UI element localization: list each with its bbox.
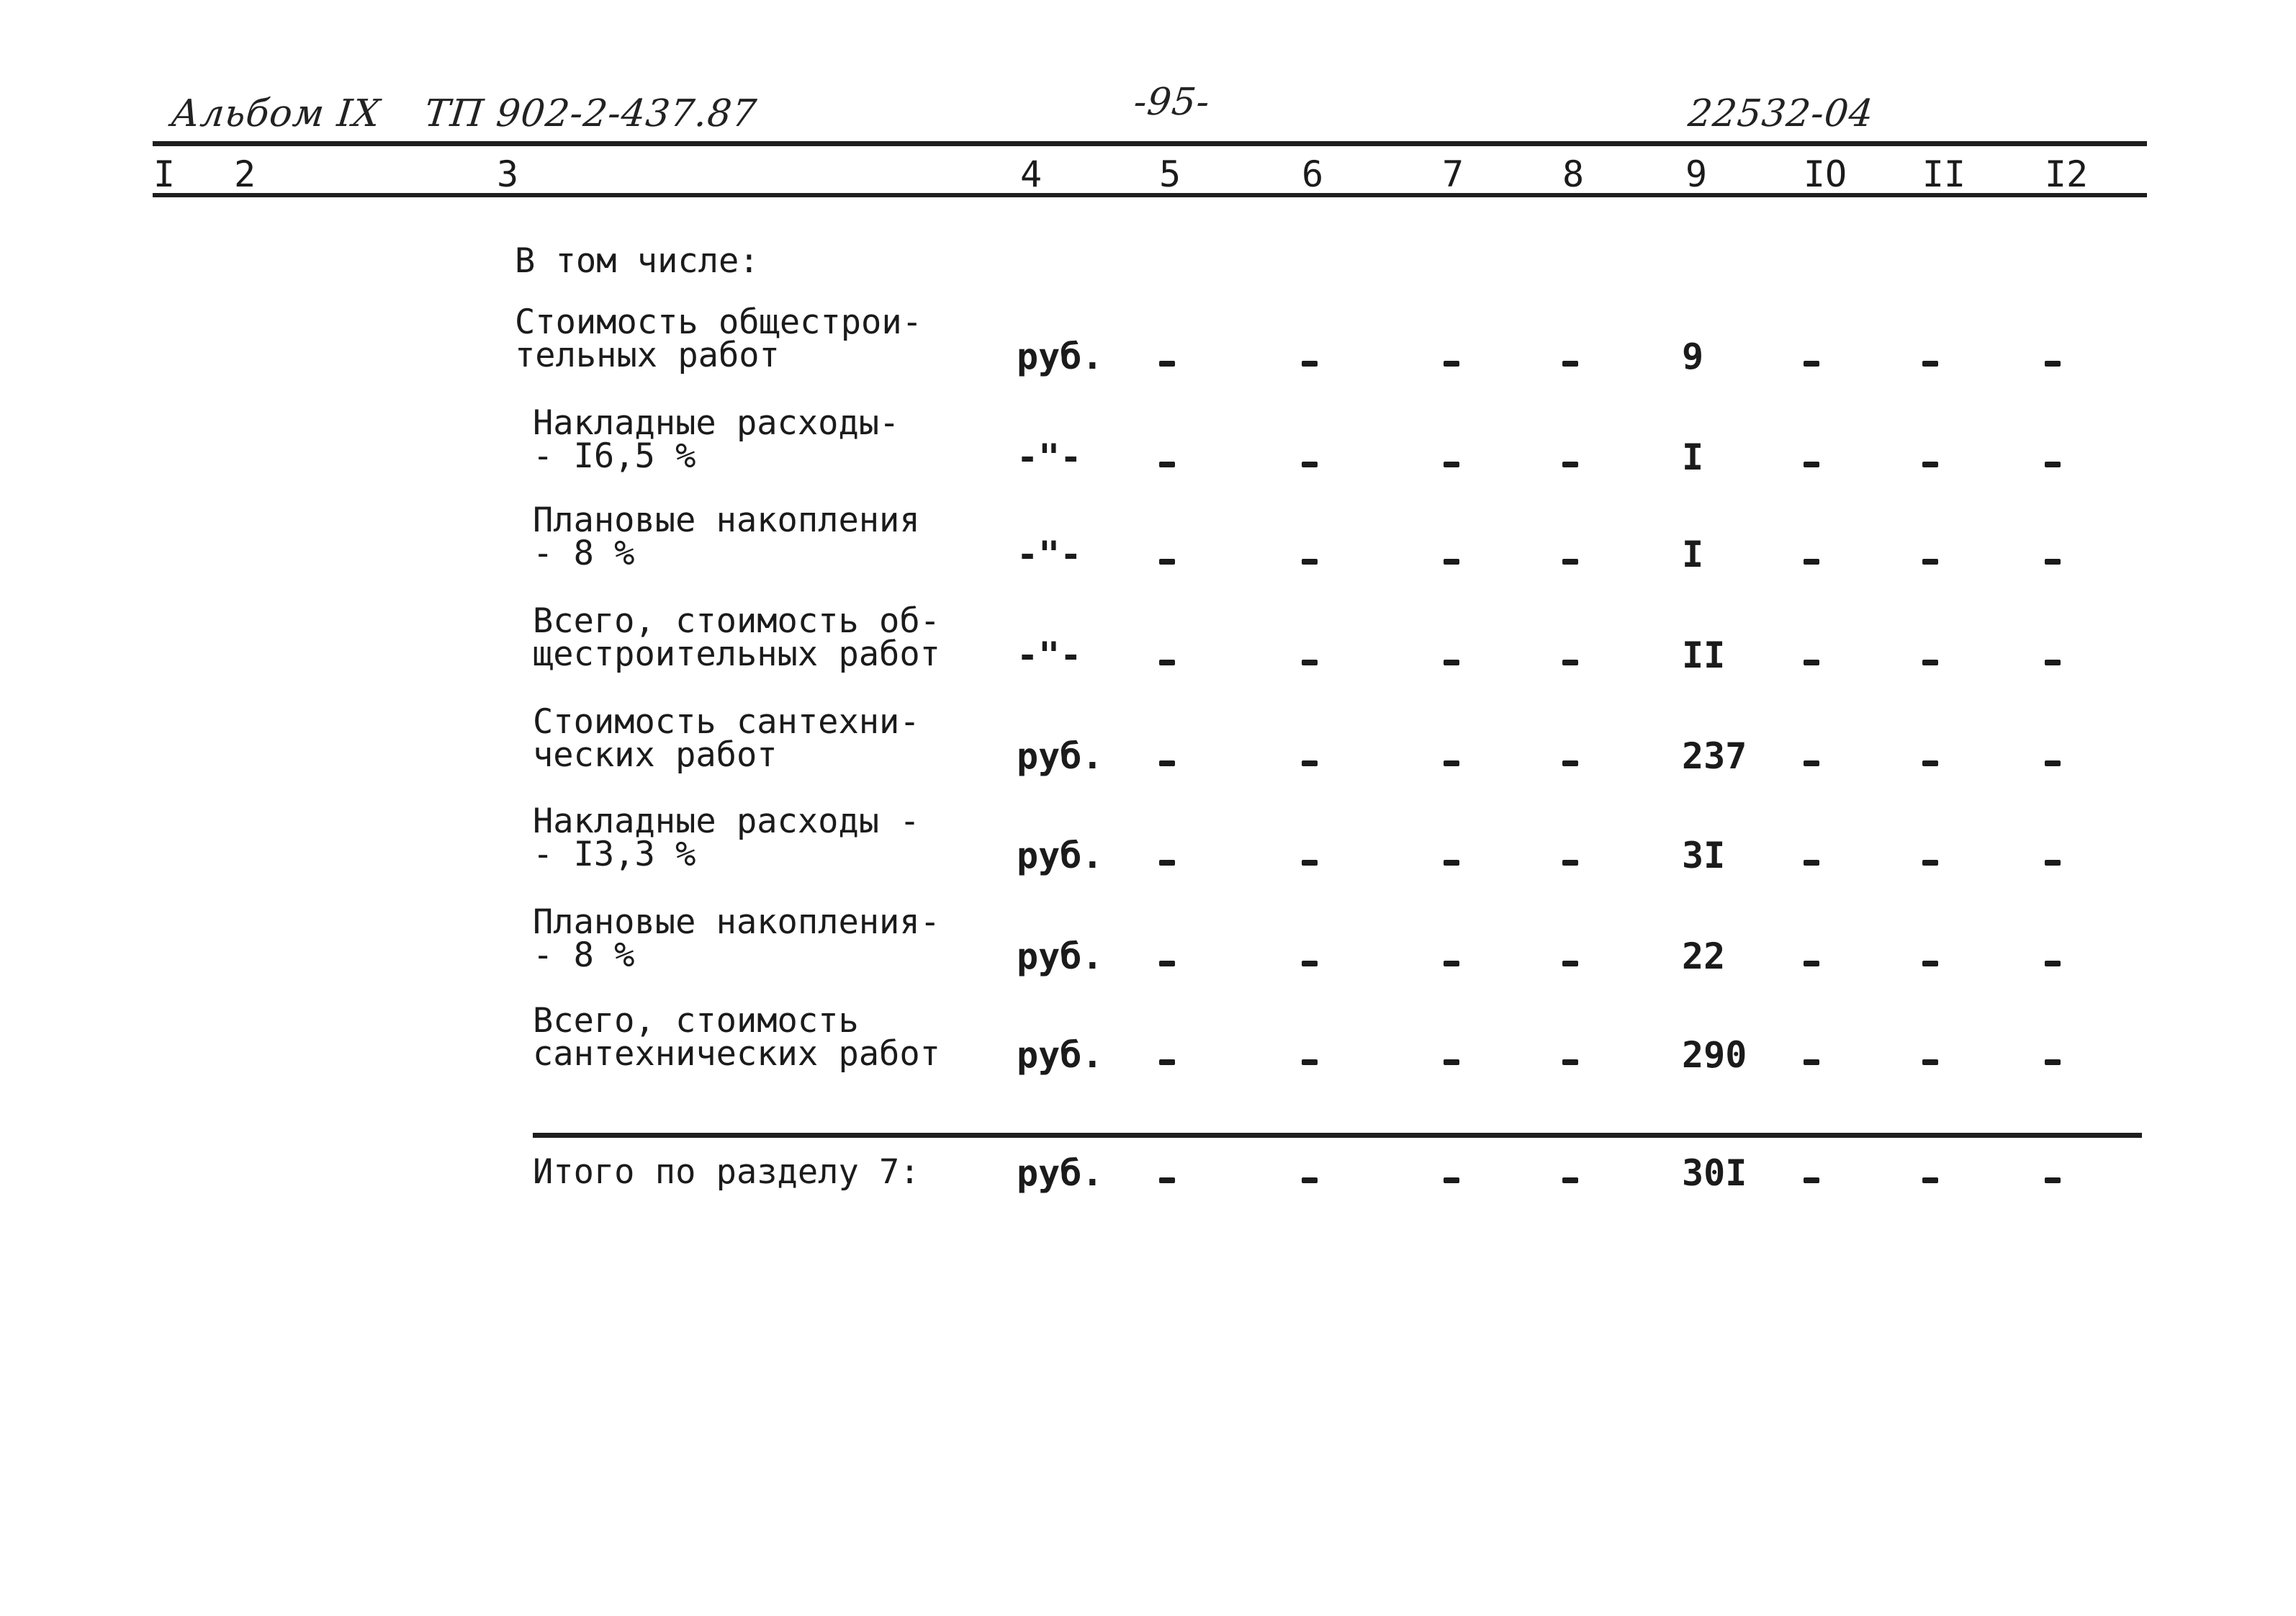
empty-cell-dash-c7: [1444, 1177, 1459, 1183]
empty-cell-dash-c8: [1562, 760, 1578, 766]
column-number-1: I: [153, 153, 176, 195]
column-number-11: II: [1922, 153, 1966, 195]
column-number-10: IO: [1803, 153, 1847, 195]
empty-cell-dash-c10: [1804, 462, 1819, 467]
empty-cell-dash-c5: [1159, 760, 1175, 766]
column-number-6: 6: [1301, 153, 1324, 195]
column-number-2: 2: [233, 153, 256, 195]
album-title: Альбом IX: [168, 92, 383, 135]
row-label: Плановые накопления - 8 %: [533, 500, 920, 573]
empty-cell-dash-c11: [1922, 361, 1938, 367]
total-separator-rule: [533, 1133, 2142, 1138]
empty-cell-dash-c7: [1444, 860, 1459, 866]
empty-cell-dash-c8: [1562, 462, 1578, 467]
empty-cell-dash-c12: [2045, 1059, 2061, 1065]
empty-cell-dash-c10: [1804, 961, 1819, 966]
empty-cell-dash-c10: [1804, 860, 1819, 866]
empty-cell-dash-c8: [1562, 961, 1578, 966]
row-label: Стоимость общестрои- тельных работ: [515, 302, 922, 375]
row-value-col9: 3I: [1682, 835, 1726, 876]
empty-cell-dash-c7: [1444, 1059, 1459, 1065]
empty-cell-dash-c8: [1562, 559, 1578, 565]
empty-cell-dash-c10: [1804, 1059, 1819, 1065]
row-unit: -"-: [1017, 634, 1082, 676]
empty-cell-dash-c5: [1159, 559, 1175, 565]
empty-cell-dash-c7: [1444, 660, 1459, 665]
row-unit: -"-: [1017, 436, 1082, 478]
empty-cell-dash-c11: [1922, 961, 1938, 966]
empty-cell-dash-c8: [1562, 361, 1578, 367]
empty-cell-dash-c6: [1302, 559, 1318, 565]
column-number-5: 5: [1158, 153, 1181, 195]
empty-cell-dash-c10: [1804, 760, 1819, 766]
empty-cell-dash-c11: [1922, 462, 1938, 467]
section-intro: В том числе:: [515, 241, 760, 281]
empty-cell-dash-c12: [2045, 462, 2061, 467]
empty-cell-dash-c12: [2045, 660, 2061, 665]
column-number-4: 4: [1019, 153, 1043, 195]
row-value-col9: II: [1682, 634, 1726, 676]
page-number: -95-: [1131, 81, 1212, 124]
row-value-col9: 22: [1682, 935, 1726, 977]
empty-cell-dash-c6: [1302, 660, 1318, 665]
row-unit: -"-: [1017, 534, 1082, 575]
row-unit: руб.: [1017, 1152, 1104, 1194]
header-rule-top: [153, 141, 2147, 146]
row-value-col9: I: [1682, 534, 1704, 575]
row-value-col9: I: [1682, 436, 1704, 478]
empty-cell-dash-c7: [1444, 559, 1459, 565]
column-number-9: 9: [1685, 153, 1708, 195]
empty-cell-dash-c6: [1302, 860, 1318, 866]
empty-cell-dash-c7: [1444, 961, 1459, 966]
column-number-12: I2: [2044, 153, 2089, 195]
empty-cell-dash-c7: [1444, 462, 1459, 467]
empty-cell-dash-c8: [1562, 860, 1578, 866]
empty-cell-dash-c12: [2045, 361, 2061, 367]
row-unit: руб.: [1017, 935, 1104, 977]
row-label: Итого по разделу 7:: [533, 1152, 920, 1192]
document-code: 22532-04: [1685, 92, 1876, 135]
row-unit: руб.: [1017, 336, 1104, 377]
empty-cell-dash-c5: [1159, 961, 1175, 966]
empty-cell-dash-c8: [1562, 1059, 1578, 1065]
empty-cell-dash-c10: [1804, 660, 1819, 665]
row-value-col9: 237: [1682, 735, 1747, 777]
empty-cell-dash-c12: [2045, 860, 2061, 866]
row-unit: руб.: [1017, 735, 1104, 777]
column-number-7: 7: [1441, 153, 1464, 195]
empty-cell-dash-c6: [1302, 1059, 1318, 1065]
empty-cell-dash-c6: [1302, 361, 1318, 367]
empty-cell-dash-c12: [2045, 1177, 2061, 1183]
empty-cell-dash-c11: [1922, 860, 1938, 866]
empty-cell-dash-c10: [1804, 559, 1819, 565]
row-value-col9: 9: [1682, 336, 1704, 377]
row-label: Накладные расходы- - I6,5 %: [533, 403, 900, 476]
empty-cell-dash-c5: [1159, 660, 1175, 665]
empty-cell-dash-c6: [1302, 1177, 1318, 1183]
empty-cell-dash-c11: [1922, 660, 1938, 665]
empty-cell-dash-c10: [1804, 361, 1819, 367]
column-number-8: 8: [1562, 153, 1585, 195]
empty-cell-dash-c11: [1922, 1177, 1938, 1183]
empty-cell-dash-c6: [1302, 462, 1318, 467]
row-label: Всего, стоимость об- щестроительных работ: [533, 601, 940, 674]
empty-cell-dash-c10: [1804, 1177, 1819, 1183]
row-value-col9: 290: [1682, 1034, 1747, 1076]
empty-cell-dash-c5: [1159, 361, 1175, 367]
empty-cell-dash-c6: [1302, 961, 1318, 966]
empty-cell-dash-c5: [1159, 462, 1175, 467]
empty-cell-dash-c5: [1159, 1177, 1175, 1183]
empty-cell-dash-c5: [1159, 860, 1175, 866]
empty-cell-dash-c12: [2045, 961, 2061, 966]
empty-cell-dash-c5: [1159, 1059, 1175, 1065]
empty-cell-dash-c12: [2045, 760, 2061, 766]
empty-cell-dash-c11: [1922, 559, 1938, 565]
empty-cell-dash-c11: [1922, 1059, 1938, 1065]
row-label: Стоимость сантехни- ческих работ: [533, 702, 920, 775]
empty-cell-dash-c6: [1302, 760, 1318, 766]
row-unit: руб.: [1017, 1034, 1104, 1076]
header-rule-bottom: [153, 193, 2147, 197]
row-label: Накладные расходы - - I3,3 %: [533, 802, 920, 874]
empty-cell-dash-c7: [1444, 361, 1459, 367]
empty-cell-dash-c7: [1444, 760, 1459, 766]
row-label: Всего, стоимость сантехнических работ: [533, 1001, 940, 1074]
row-label: Плановые накопления- - 8 %: [533, 902, 940, 975]
empty-cell-dash-c11: [1922, 760, 1938, 766]
empty-cell-dash-c8: [1562, 1177, 1578, 1183]
column-number-3: 3: [496, 153, 519, 195]
empty-cell-dash-c8: [1562, 660, 1578, 665]
row-unit: руб.: [1017, 835, 1104, 876]
project-code: ТП 902-2-437.87: [422, 92, 760, 135]
empty-cell-dash-c12: [2045, 559, 2061, 565]
row-value-col9: 30I: [1682, 1152, 1747, 1194]
